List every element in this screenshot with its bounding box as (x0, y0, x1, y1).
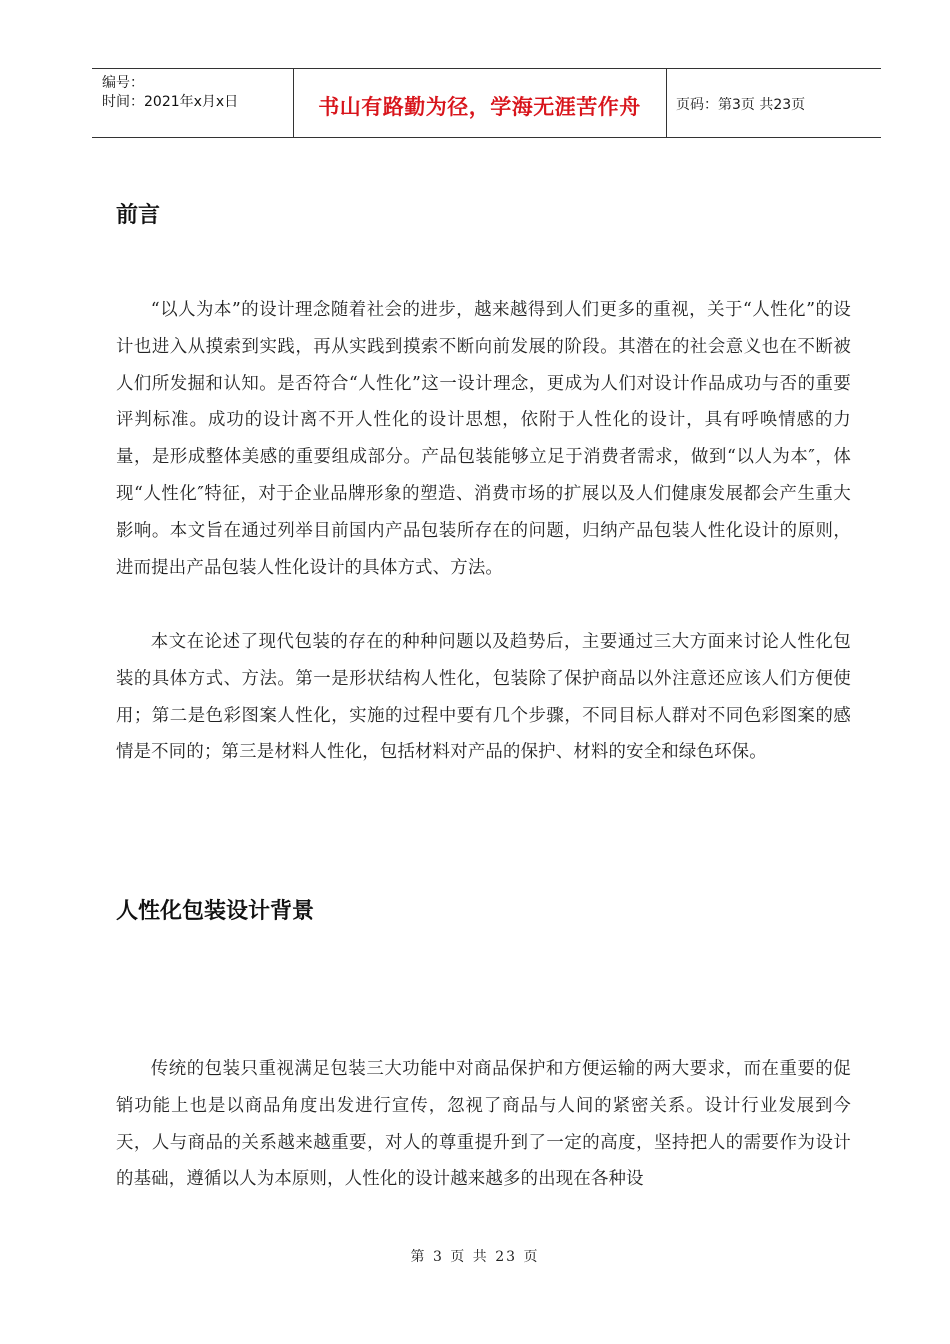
section-heading-background: 人性化包装设计背景 (116, 899, 315, 924)
header-page-cell (666, 69, 881, 137)
header-motto-cell (293, 69, 667, 137)
code-label: 编号： (102, 75, 144, 91)
page-footer: 第 3 页 共 23 页 (410, 1249, 540, 1265)
time-label: 时间：2021年x月x日 (102, 94, 239, 110)
document-header (92, 68, 881, 138)
motto-text: 书山有路勤为径，学海无涯苦作舟 (318, 95, 641, 119)
paragraph: “以人为本”的设计理念随着社会的进步，越来越得到人们更多的重视，关于“人性化”的设计也进入从摸索到实践，再从实践到摸索不断向前发展的阶段。其潜在的社会意义也在不断被人们所发掘和认知。是否符合“人性化”这一设计理念，更成为人们对设计作品成功与否的重要评判标准。成功的设计离不开人性化的设计思想，依附于人性化的设计，具有呼唤情感的力量，是形成整体美感的重要组成部分。产品包装能够立足于消费者需求，做到“以人为本″，体现“人性化″特征，对于企业品牌形象的塑造、消费市场的扩展以及人们健康发展都会产生重大影响。本文旨在通过列举目前国内产品包装所存在的问题，归纳产品包装人性化设计的原则，进而提出产品包装人性化设计的具体方式、方法。 (116, 300, 851, 578)
paragraph: 本文在论述了现代包装的存在的种种问题以及趋势后，主要通过三大方面来讨论人性化包装的具体方式、方法。第一是形状结构人性化，包装除了保护商品以外注意还应该人们方便使用；第二是色彩图案人性化，实施的过程中要有几个步骤，不同目标人群对不同色彩图案的感情是不同的；第三是材料人性化，包括材料对产品的保护、材料的安全和绿色环保。 (116, 632, 851, 763)
header-meta-cell (92, 69, 294, 137)
section-heading-preface: 前言 (116, 203, 161, 228)
paragraph: 传统的包装只重视满足包装三大功能中对商品保护和方便运输的两大要求，而在重要的促销功能上也是以商品角度出发进行宣传，忽视了商品与人间的紧密关系。设计行业发展到今天，人与商品的关系越来越重要，对人的尊重提升到了一定的高度，坚持把人的需要作为设计的基础，遵循以人为本原则，人性化的设计越来越多的出现在各种设 (116, 1059, 851, 1190)
page-info: 页码：第3页 共23页 (676, 97, 806, 113)
